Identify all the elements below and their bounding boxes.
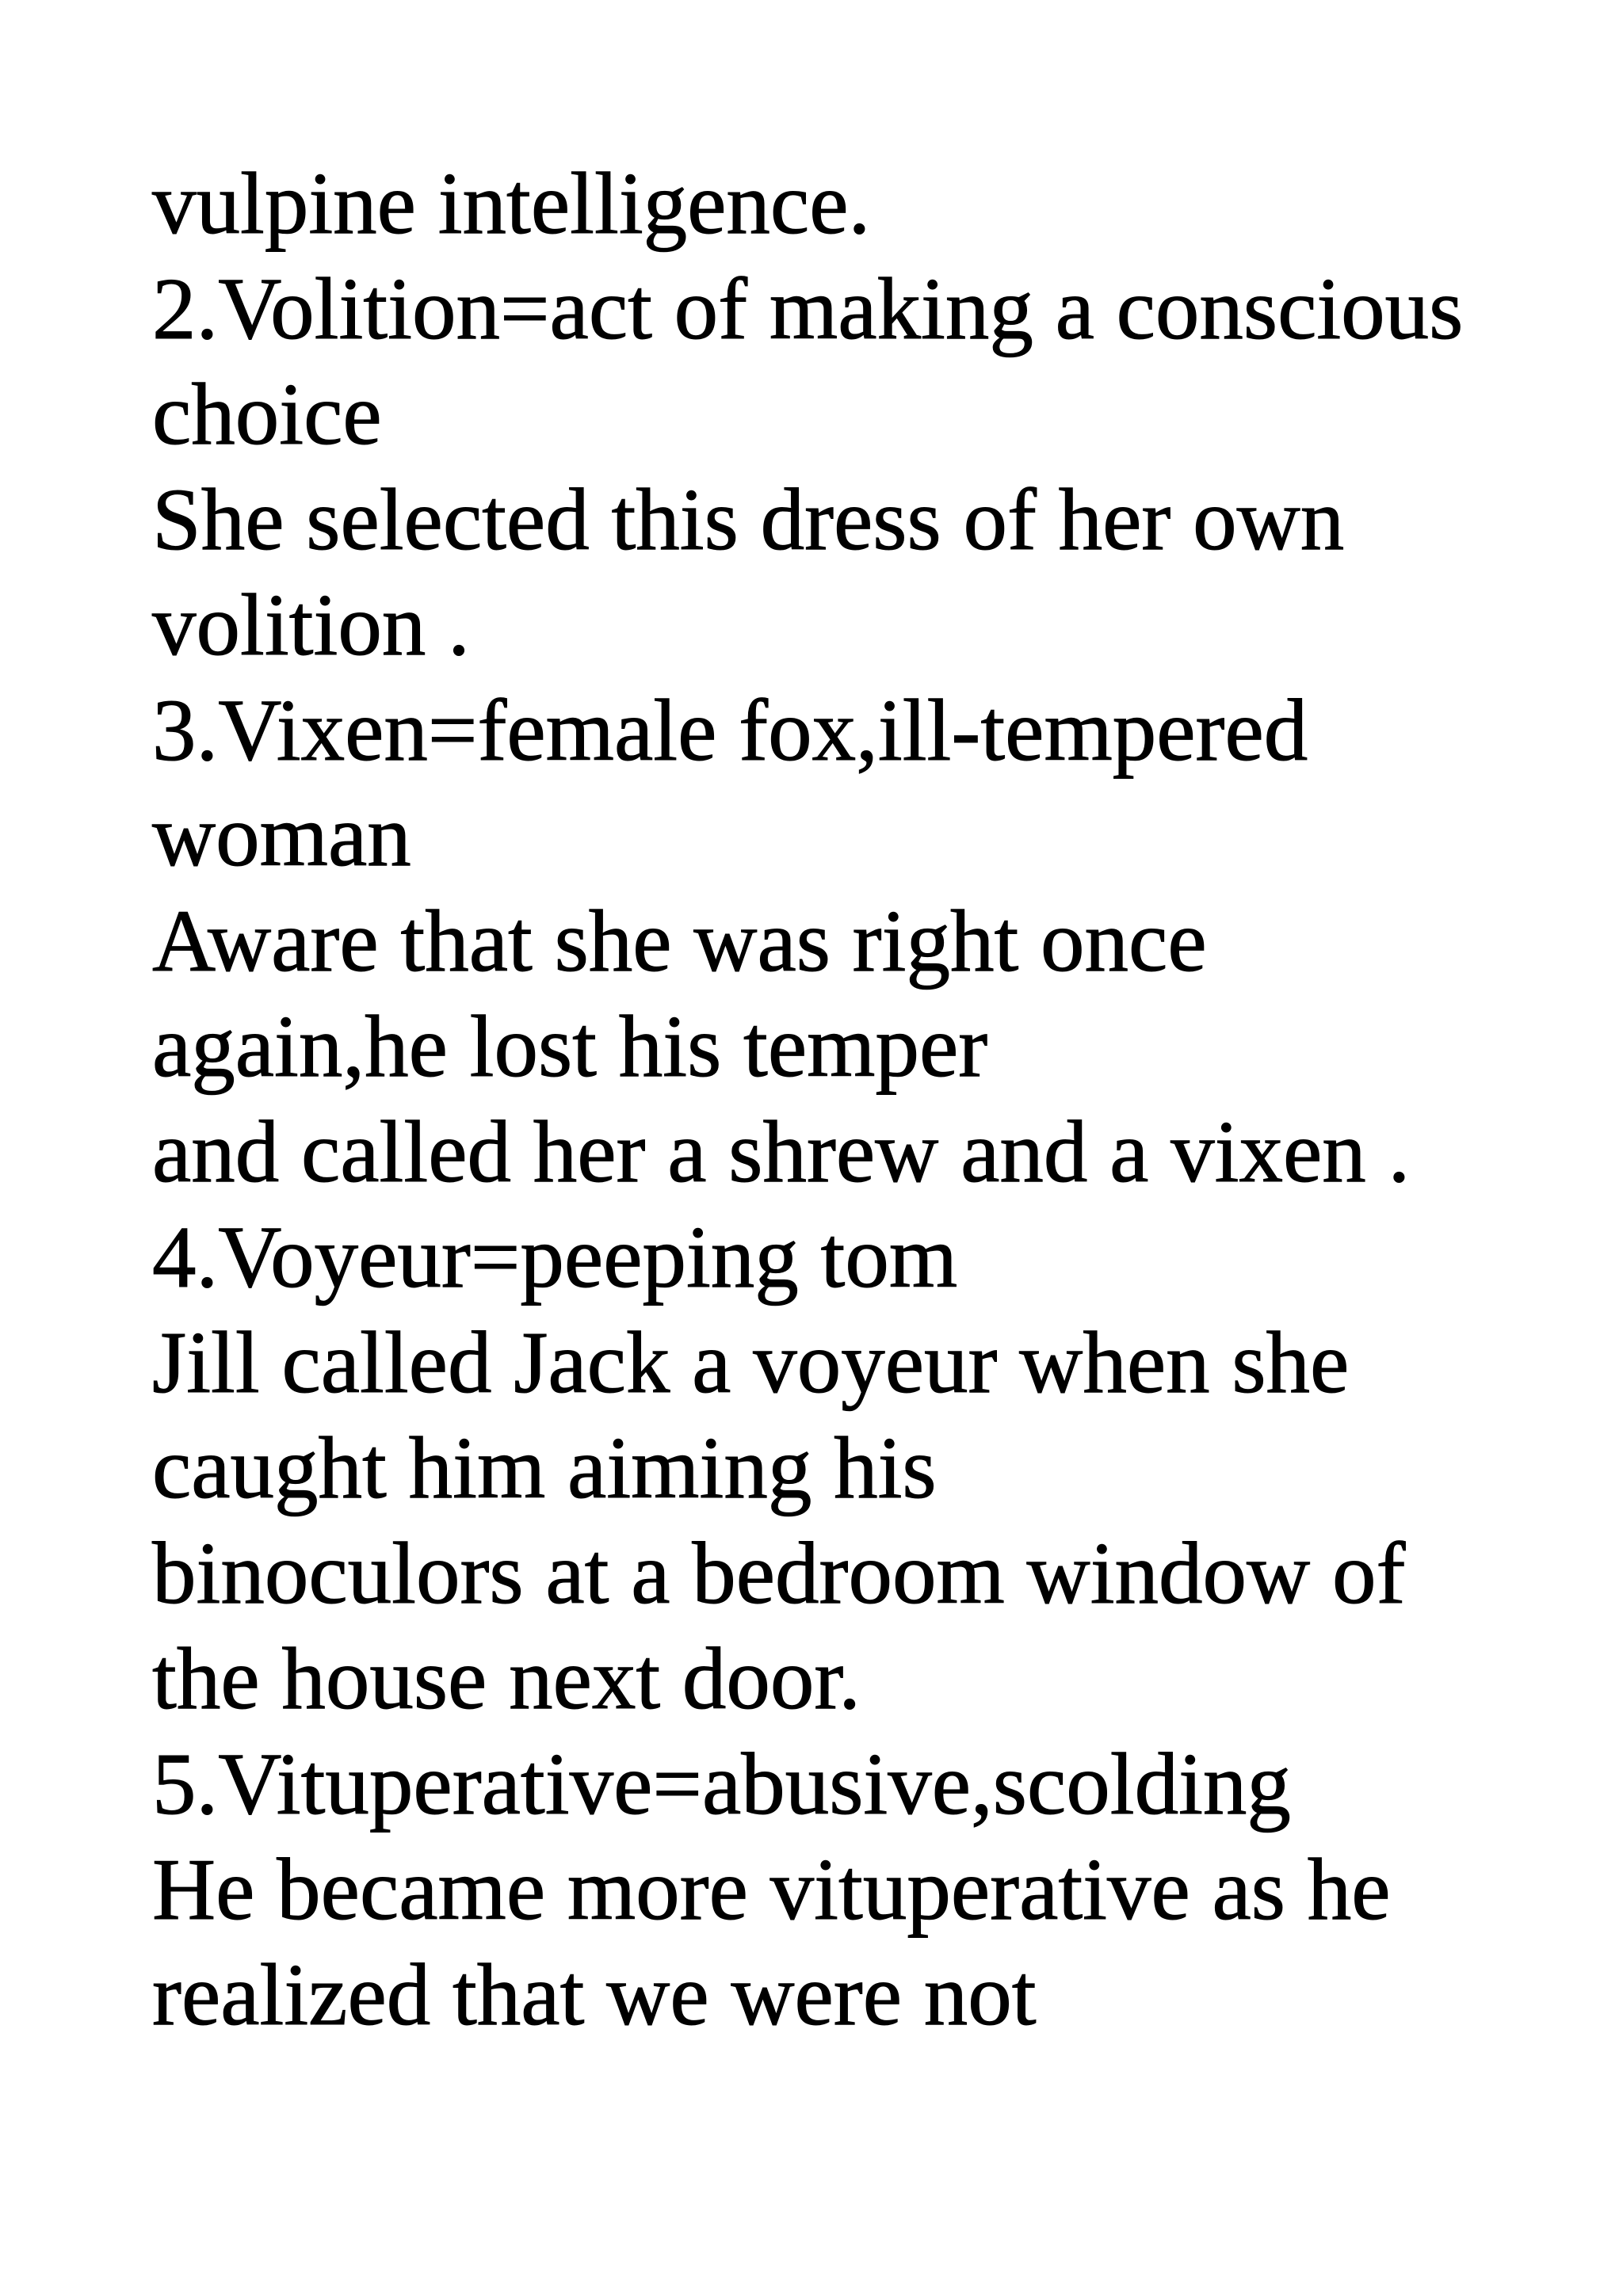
text-line: and called her a shrew and a vixen . (152, 1104, 1411, 1201)
text-line: 3.Vixen=female fox,ill-tempered (152, 682, 1308, 780)
text-line: caught him aiming his (152, 1420, 937, 1517)
text-line: binoculors at a bedroom window of (152, 1525, 1406, 1623)
text-line: choice (152, 366, 382, 463)
text-line: He became more vituperative as he (152, 1841, 1391, 1939)
text-line: Aware that she was right once (152, 893, 1207, 990)
text-line: again,he lost his temper (152, 998, 988, 1096)
document-text-block (152, 151, 1579, 2048)
text-line: realized that we were not (152, 1947, 1037, 2044)
text-line: She selected this dress of her own (152, 471, 1345, 569)
text-line: vulpine intelligence. (152, 155, 871, 253)
text-line: the house next door. (152, 1630, 861, 1728)
text-line: woman (152, 788, 411, 885)
text-line: volition . (152, 577, 470, 674)
text-line: 5.Vituperative=abusive,scolding (152, 1736, 1291, 1833)
text-line: 2.Volition=act of making a conscious (152, 261, 1464, 358)
text-line: 4.Voyeur=peeping tom (152, 1209, 958, 1306)
text-line: Jill called Jack a voyeur when she (152, 1314, 1350, 1412)
